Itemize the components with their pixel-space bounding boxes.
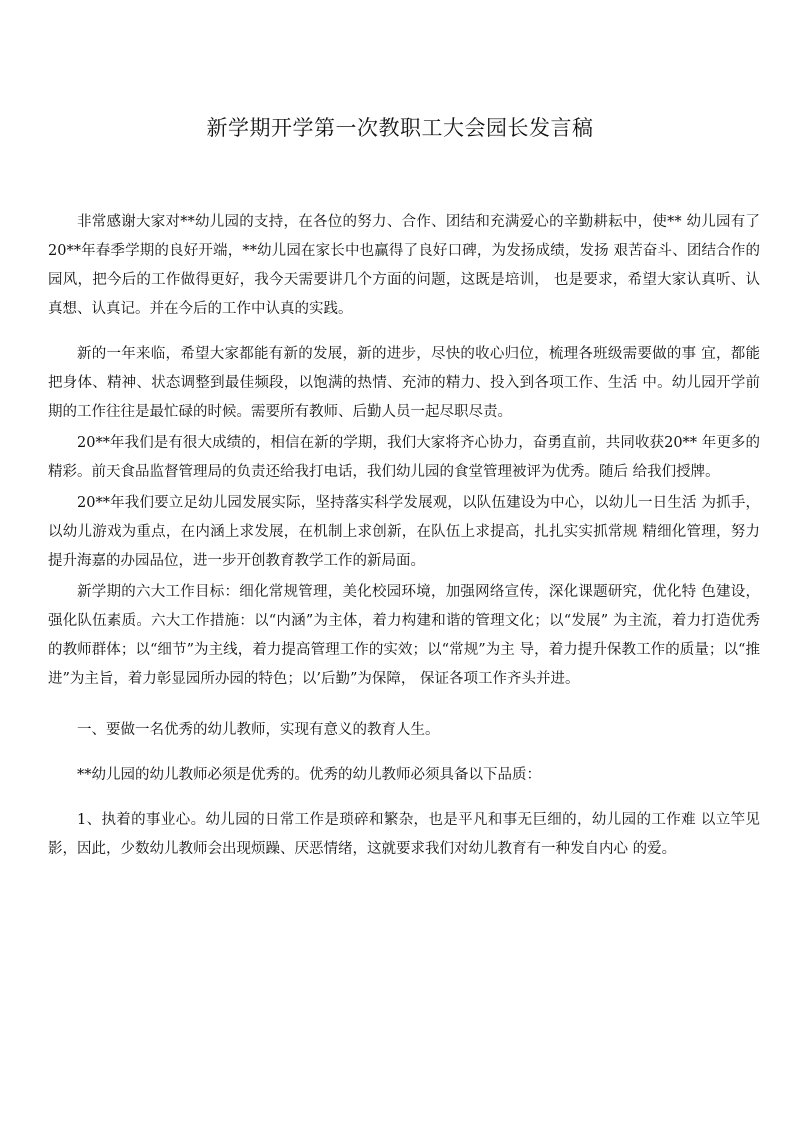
paragraph-item-1: 1、执着的事业心。幼儿园的日常工作是琐碎和繁杂，也是平凡和事无巨细的，幼儿园的工作难 以立竿见影，因此，少数幼儿教师会出现烦躁、厌恶情绪，这就要求我们对幼儿教育有一种发自内心 的爱。 [48,812,760,857]
document-title: 新学期开学第一次教职工大会园长发言稿 [206,116,594,140]
paragraph-new-year: 新的一年来临，希望大家都能有新的发展，新的进步，尽快的收心归位，梳理各班级需要做的事 宜，都能把身体、精神、状态调整到最佳频段，以饱满的热情、充沛的精力、投入到各项工作、生活 中。幼儿园开学前期的工作往往是最忙碌的时候。需要所有教师、后勤人员一起尽职尽责。 [48,346,760,420]
paragraph-development: 20**年我们要立足幼儿园发展实际，坚持落实科学发展观，以队伍建设为中心，以幼儿一日生活 为抓手，以幼儿游戏为重点，在内涵上求发展，在机制上求创新，在队伍上求提高，扎扎实实抓常规 精细化管理，努力提升海嘉的办园品位，进一步开创教育教学工作的新局面。 [48,495,760,569]
section-heading-1: 一、要做一名优秀的幼儿教师，实现有意义的教育人生。 [77,722,440,738]
paragraph-qualities: **幼儿园的幼儿教师必须是优秀的。优秀的幼儿教师必须具备以下品质： [77,767,541,783]
paragraph-intro: 非常感谢大家对**幼儿园的支持，在各位的努力、合作、团结和充满爱心的辛勤耕耘中，使** 幼儿园有了 20**年春季学期的良好开端，**幼儿园在家长中也赢得了良好口碑，为发扬成绩，发扬 艰苦奋斗、团结合作的园风，把今后的工作做得更好，我今天需要讲几个方面的问题，这既是培训， 也是要求，希望大家认真听、认真想、认真记。并在今后的工作中认真的实践。 [48,214,760,317]
paragraph-achievements: 20**年我们是有很大成绩的，相信在新的学期，我们大家将齐心协力，奋勇直前，共同收获20** 年更多的精彩。前天食品监督管理局的负责还给我打电话，我们幼儿园的食堂管理被评为优秀。随后 给我们授牌。 [48,435,760,480]
paragraph-goals: 新学期的六大工作目标：细化常规管理，美化校园环境，加强网络宣传，深化课题研究，优化特 色建设，强化队伍素质。六大工作措施：以“内涵”为主体，着力构建和谐的管理文化；以“发展” 为主流，着力打造优秀的教师群体；以“细节”为主线，着力提高管理工作的实效；以“常规”为主 导，着力提升保教工作的质量；以“推进”为主旨，着力彰显园所办园的特色；以’后勤”为保障， 保证各项工作齐头并进。 [48,584,760,687]
document-body [48,208,760,864]
